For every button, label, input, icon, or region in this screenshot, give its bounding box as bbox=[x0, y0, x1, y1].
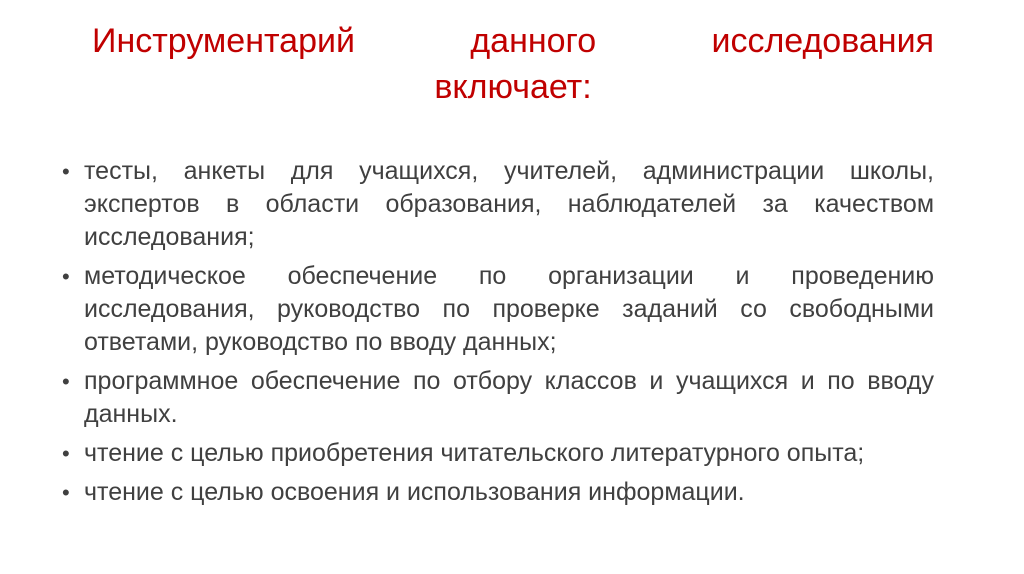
title-word-2: данного bbox=[470, 22, 597, 60]
bullet-icon: • bbox=[62, 441, 70, 466]
list-item bbox=[62, 260, 934, 359]
bullet-icon: • bbox=[62, 369, 70, 394]
slide-title bbox=[92, 18, 934, 110]
bullet-list bbox=[62, 155, 934, 515]
list-item bbox=[62, 365, 934, 431]
title-line-1 bbox=[92, 18, 934, 64]
bullet-icon: • bbox=[62, 159, 70, 184]
list-item-text: чтение с целью приобретения читательского литературного опыта; bbox=[84, 439, 865, 467]
bullet-icon: • bbox=[62, 480, 70, 505]
title-word-1: Инструментарий bbox=[92, 22, 355, 60]
list-item-text: методическое обеспечение по организации и проведению исследования, руководство по проверке заданий со свободными ответами, руководство по вводу данных; bbox=[84, 262, 934, 356]
list-item bbox=[62, 155, 934, 254]
list-item-text: чтение с целью освоения и использования информации. bbox=[84, 478, 745, 506]
title-word-3: исследования bbox=[711, 22, 934, 60]
bullet-icon: • bbox=[62, 264, 70, 289]
list-item-text: тесты, анкеты для учащихся, учителей, администрации школы, экспертов в области образования, наблюдателей за качеством исследования; bbox=[84, 157, 934, 251]
list-item bbox=[62, 437, 934, 470]
list-item-text: программное обеспечение по отбору классов и учащихся и по вводу данных. bbox=[84, 367, 934, 428]
list-item bbox=[62, 476, 934, 509]
title-line-2: включает: bbox=[434, 68, 592, 106]
